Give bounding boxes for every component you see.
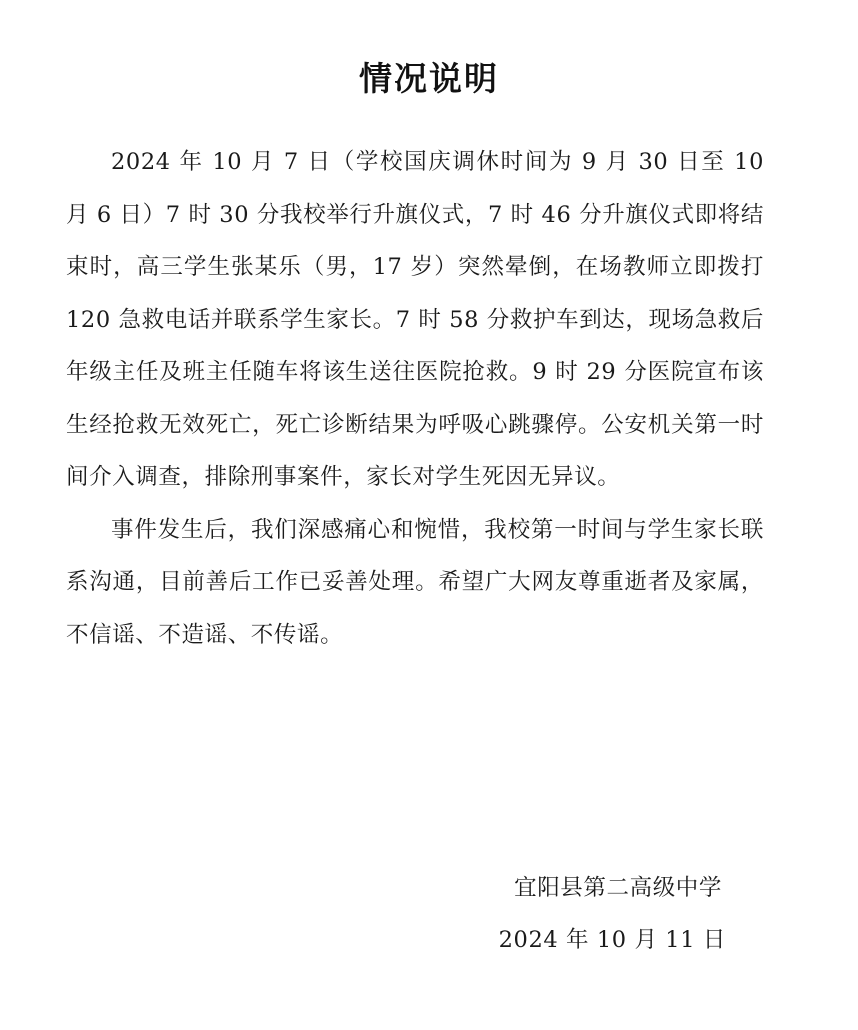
signature-block xyxy=(498,862,726,966)
paragraph-incident: 2024 年 10 月 7 日（学校国庆调休时间为 9 月 30 日至 10 月 6 日）7 时 30 分我校举行升旗仪式，7 时 46 分升旗仪式即将结束时，高三学生张某乐（男，17 岁）突然晕倒，在场教师立即拨打 120 急救电话并联系学生家长。7 时 58 分救护车到达，现场急救后年级主任及班主任随车将该生送往医院抢救。9 时 29 分医院宣布该生经抢救无效死亡，死亡诊断结果为呼吸心跳骤停。公安机关第一时间介入调查，排除刑事案件，家长对学生死因无异议。 xyxy=(66,149,765,490)
signature-organization: 宜阳县第二高级中学 xyxy=(514,875,722,901)
document-title: 情况说明 xyxy=(359,59,499,98)
document-body xyxy=(66,136,764,661)
signature-date: 2024 年 10 月 11 日 xyxy=(498,927,726,953)
paragraph-statement: 事件发生后，我们深感痛心和惋惜，我校第一时间与学生家长联系沟通，目前善后工作已妥善处理。希望广大网友尊重逝者及家属，不信谣、不造谣、不传谣。 xyxy=(66,516,764,648)
